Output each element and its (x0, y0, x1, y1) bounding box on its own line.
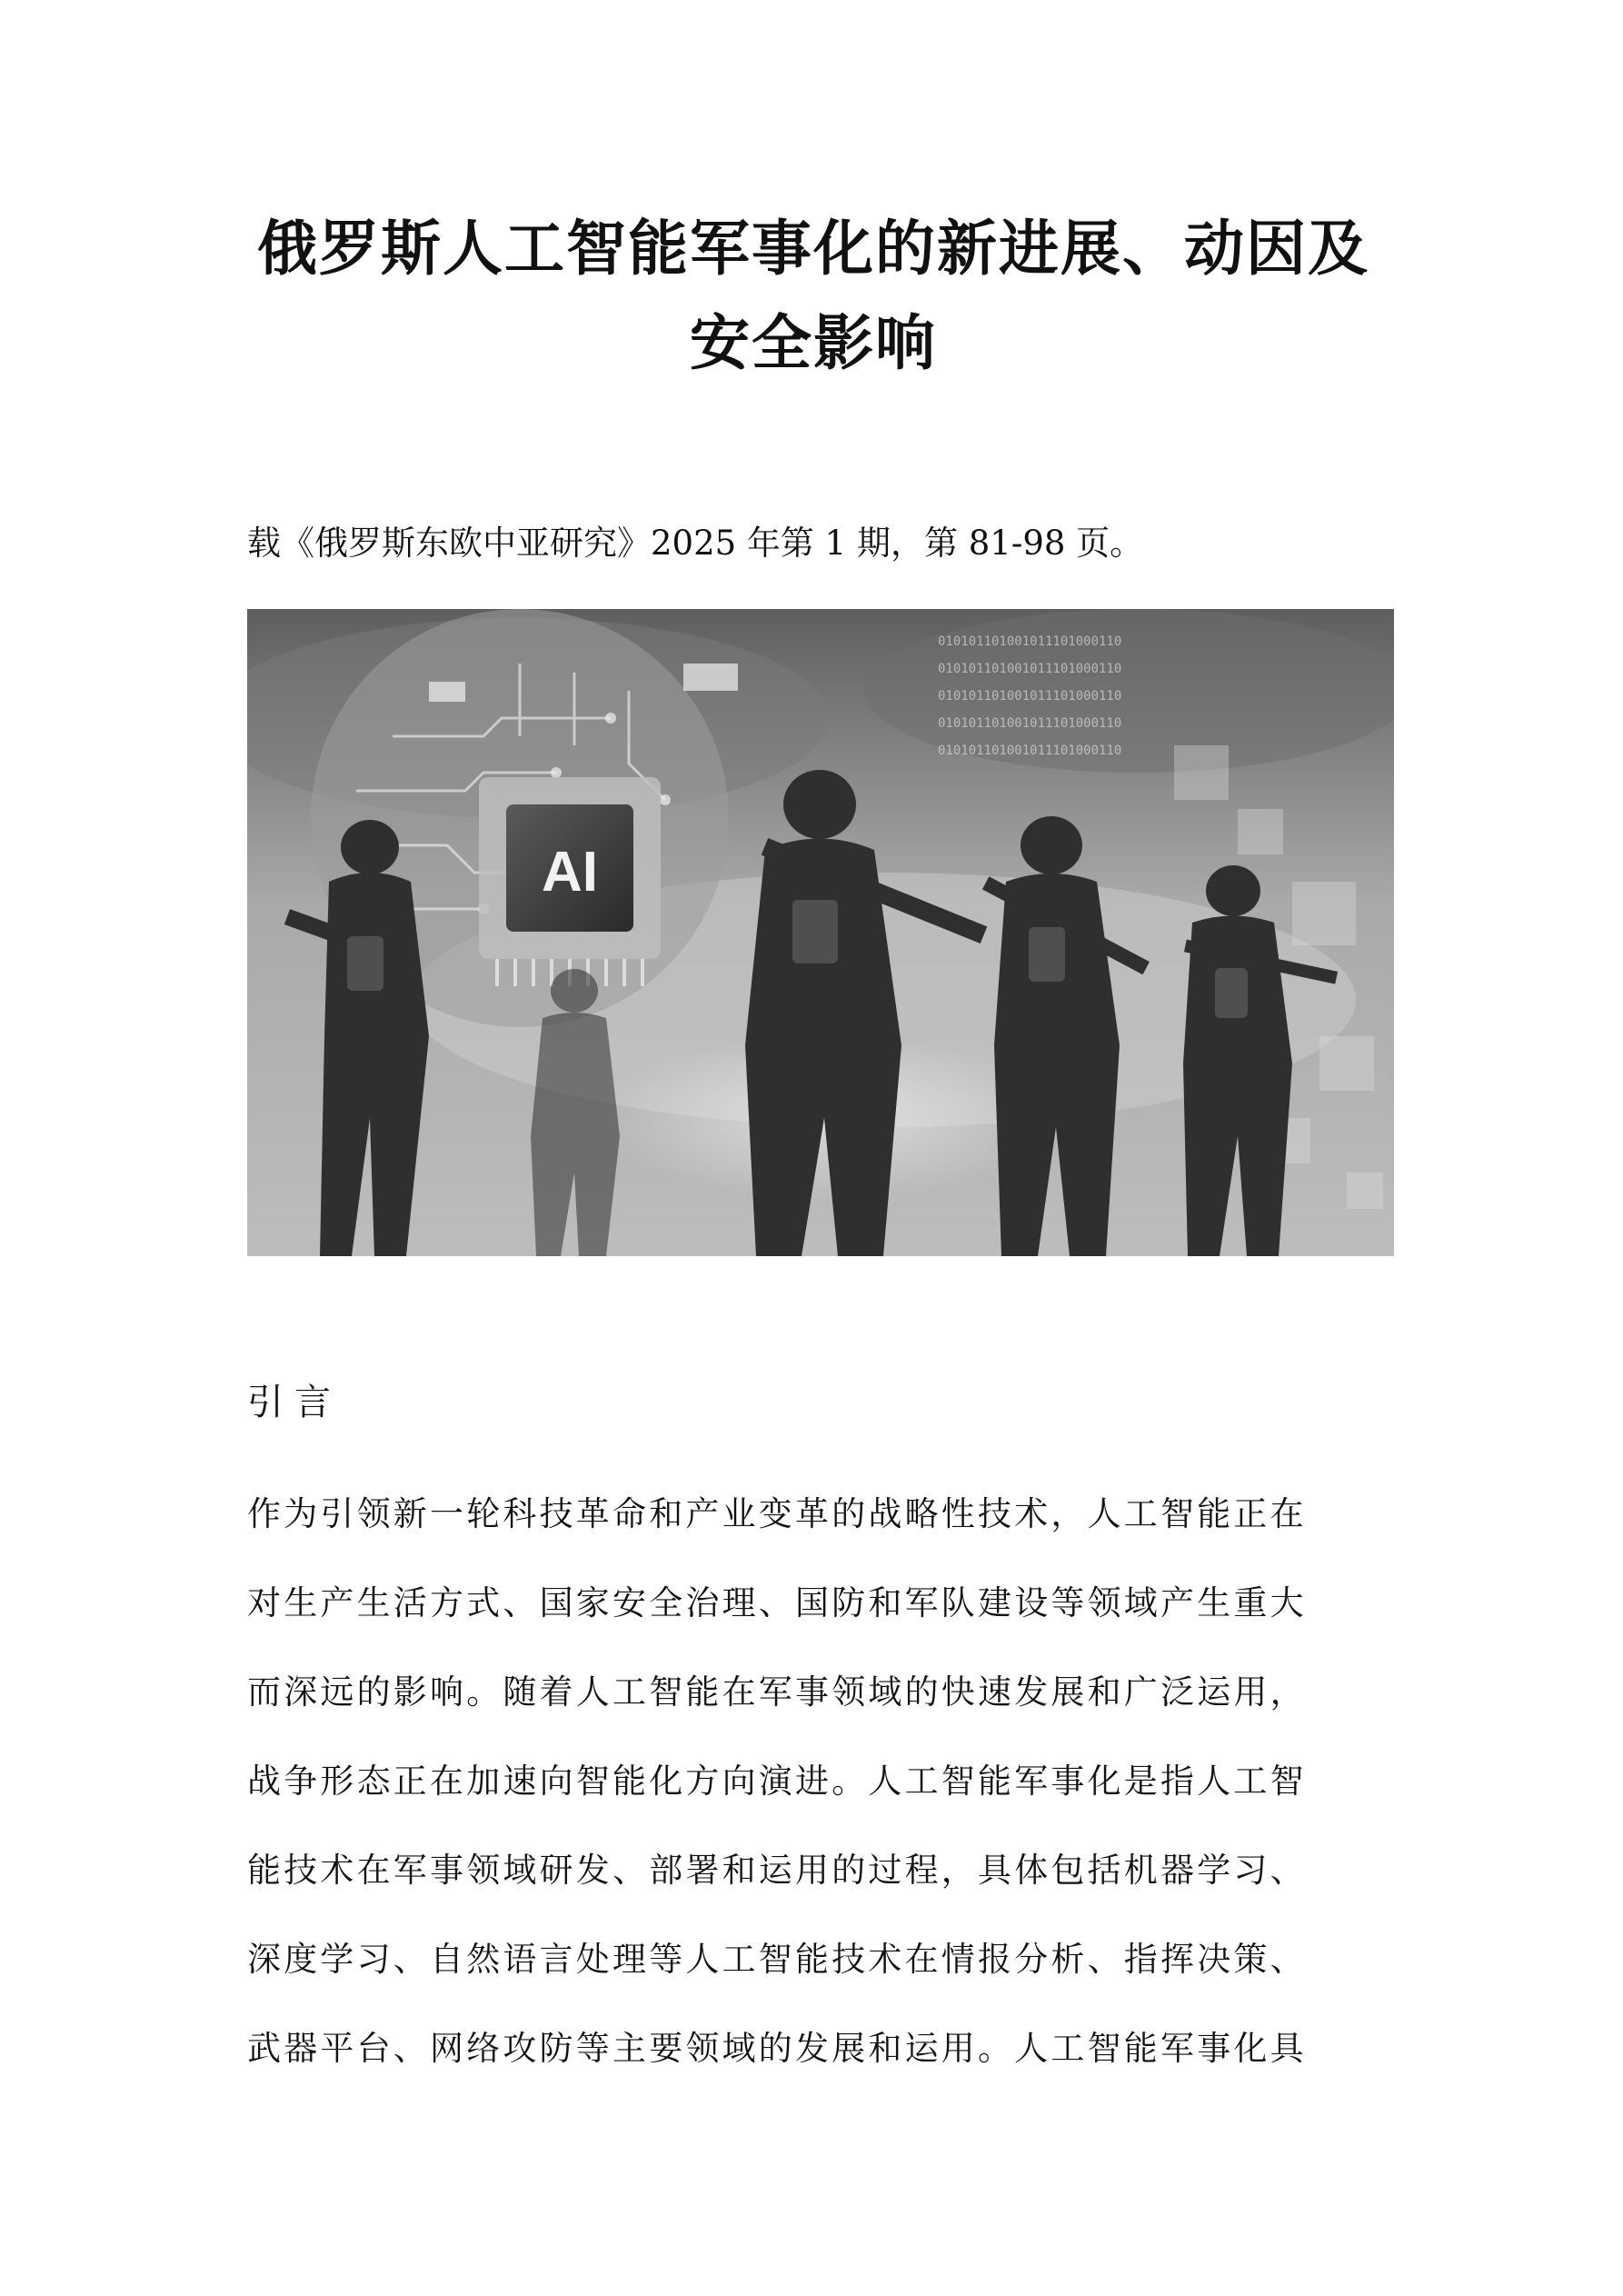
body-paragraph (247, 1487, 1383, 2111)
body-line: 战争形态正在加速向智能化方向演进。人工智能军事化是指人工智 (247, 1762, 1307, 1801)
binary-text: 010101101001011101000110 (938, 662, 1122, 676)
body-line: 对生产生活方式、国家安全治理、国防和军队建设等领域产生重大 (247, 1583, 1307, 1622)
body-line: 作为引领新一轮科技革命和产业变革的战略性技术，人工智能正在 (247, 1494, 1307, 1533)
citation-line: 载《俄罗斯东欧中亚研究》2025 年第 1 期，第 81-98 页。 (247, 524, 1144, 563)
binary-text: 010101101001011101000110 (938, 634, 1122, 649)
body-line: 武器平台、网络攻防等主要领域的发展和运用。人工智能军事化具 (247, 2029, 1307, 2068)
article-title-line-1: 俄罗斯人工智能军事化的新进展、动因及 (257, 214, 1369, 284)
article-title (182, 202, 1445, 391)
hero-image (247, 609, 1394, 1256)
ai-chip-label: AI (542, 841, 598, 903)
binary-text: 010101101001011101000110 (938, 689, 1122, 704)
section-heading-introduction: 引言 (247, 1382, 342, 1423)
body-line: 而深远的影响。随着人工智能在军事领域的快速发展和广泛运用， (247, 1672, 1307, 1712)
body-line: 深度学习、自然语言处理等人工智能技术在情报分析、指挥决策、 (247, 1940, 1307, 1979)
body-line: 能技术在军事领域研发、部署和运用的过程，具体包括机器学习、 (247, 1851, 1307, 1890)
binary-text: 010101101001011101000110 (938, 716, 1122, 731)
binary-text: 010101101001011101000110 (938, 744, 1122, 758)
article-title-line-2: 安全影响 (690, 308, 937, 378)
ai-chip-graphic (479, 777, 661, 986)
